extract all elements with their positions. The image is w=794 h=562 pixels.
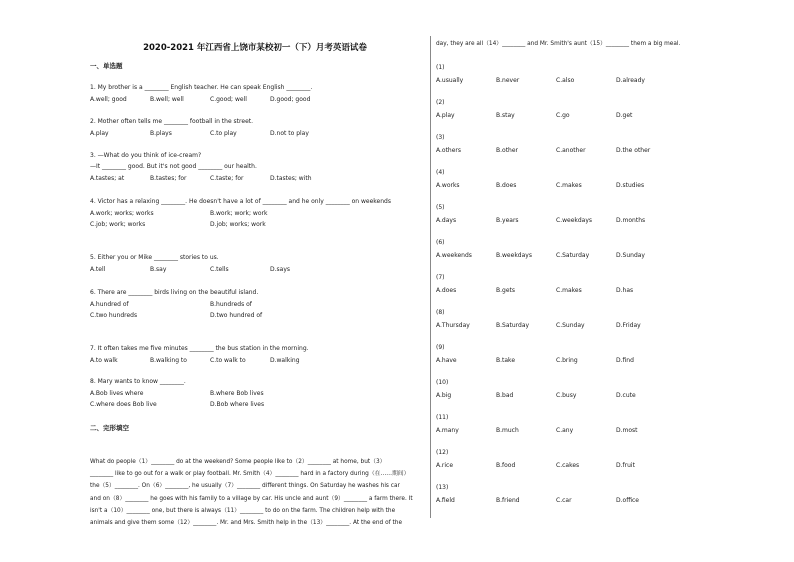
option-c[interactable]: C.also — [556, 77, 575, 84]
options-row — [436, 112, 766, 120]
option-d[interactable]: D.Bob where lives — [210, 401, 265, 408]
options-row — [436, 217, 766, 225]
passage-line: isn't a（10）________ one, but there is always（11）________ to do on the farm. The children help with the — [90, 507, 396, 514]
passage-line: ________ like to go out for a walk or play football. Mr. Smith（4）________ hard in a factory during（在……期间） — [90, 471, 410, 478]
options-row — [90, 96, 420, 104]
question-stem: 7. It often takes me five minutes ________ the bus station in the morning. — [90, 345, 309, 352]
option-a[interactable]: A.well; good — [90, 96, 127, 103]
cloze-item-13 — [436, 484, 766, 505]
item-number: (11) — [436, 414, 449, 421]
option-b[interactable]: B.walking to — [150, 357, 187, 364]
option-b[interactable]: B.much — [496, 427, 519, 434]
option-c[interactable]: C.Saturday — [556, 252, 590, 259]
option-d[interactable]: D.fruit — [616, 462, 635, 469]
option-d[interactable]: D.two hundred of — [210, 312, 263, 319]
options-row — [436, 427, 766, 435]
option-c[interactable]: C.any — [556, 427, 574, 434]
options-row — [90, 221, 420, 229]
option-b[interactable]: B.food — [496, 462, 516, 469]
option-c[interactable]: C.cakes — [556, 462, 580, 469]
option-a[interactable]: A.big — [436, 392, 452, 399]
section-single-choice: 一、单选题 — [90, 62, 123, 70]
option-d[interactable]: D.cute — [616, 392, 636, 399]
cloze-item-9 — [436, 344, 766, 365]
option-a[interactable]: A.have — [436, 357, 457, 364]
question-stem: 5. Either you or Mike ________ stories to us. — [90, 254, 219, 261]
option-a[interactable]: A.rice — [436, 462, 454, 469]
item-number: (8) — [436, 309, 445, 316]
options-row — [436, 252, 766, 260]
option-c[interactable]: C.bring — [556, 357, 578, 364]
cloze-item-3 — [436, 134, 766, 155]
option-b[interactable]: B.does — [496, 182, 517, 189]
item-number: (2) — [436, 99, 445, 106]
options-row — [90, 175, 420, 183]
option-c[interactable]: C.makes — [556, 287, 582, 294]
option-d[interactable]: D.already — [616, 77, 645, 84]
option-a[interactable]: A.days — [436, 217, 457, 224]
option-b[interactable]: B.bad — [496, 392, 514, 399]
question-3 — [90, 152, 420, 183]
options-row — [436, 392, 766, 400]
question-stem-line-2: —It ________ good. But it's not good ________ our health. — [90, 163, 257, 170]
option-c[interactable]: C.taste; for — [210, 175, 244, 182]
option-d[interactable]: D.Friday — [616, 322, 641, 329]
option-a[interactable]: A.many — [436, 427, 459, 434]
options-row — [90, 401, 420, 409]
question-8 — [90, 378, 420, 409]
option-d[interactable]: D.tastes; with — [270, 175, 312, 182]
option-d[interactable]: D.office — [616, 497, 639, 504]
passage-continuation: day, they are all（14）________ and Mr. Smith's aunt（15）________ them a big meal. — [436, 41, 681, 47]
option-b[interactable]: B.stay — [496, 112, 515, 119]
section-cloze: 二、完形填空 — [90, 424, 129, 432]
option-a[interactable]: A.hundred of — [90, 301, 129, 308]
option-b[interactable]: B.weekdays — [496, 252, 532, 259]
option-a[interactable]: A.field — [436, 497, 455, 504]
option-a[interactable]: A.usually — [436, 77, 464, 84]
question-stem: 6. There are ________ birds living on the beautiful island. — [90, 289, 259, 296]
passage-line: What do people（1）________ do at the weekend? Some people like to（2）________ at home, but（3） — [90, 459, 386, 465]
option-d[interactable]: D.get — [616, 112, 633, 119]
option-c[interactable]: C.good; well — [210, 96, 247, 103]
cloze-item-12 — [436, 449, 766, 470]
option-b[interactable]: B.never — [496, 77, 520, 84]
option-d[interactable]: D.good; good — [270, 96, 311, 103]
option-d[interactable]: D.says — [270, 266, 291, 273]
option-b[interactable]: B.friend — [496, 497, 520, 504]
options-row — [436, 287, 766, 295]
item-number: (7) — [436, 274, 445, 281]
option-c[interactable]: C.job; work; works — [90, 221, 146, 228]
option-d[interactable]: D.has — [616, 287, 634, 294]
option-d[interactable]: D.find — [616, 357, 634, 364]
question-stem: 8. Mary wants to know ________. — [90, 378, 186, 385]
question-stem: 3. —What do you think of ice-cream? — [90, 152, 202, 159]
option-b[interactable]: B.well; well — [150, 96, 184, 103]
option-a[interactable]: A.play — [90, 130, 109, 137]
passage-line: the（5）________. On（6）________, he usually（7）________ different things. On Saturday he washes his car — [90, 483, 400, 490]
option-b[interactable]: B.hundreds of — [210, 301, 252, 308]
cloze-item-4 — [436, 169, 766, 190]
option-d[interactable]: D.studies — [616, 182, 645, 189]
left-column — [90, 40, 420, 527]
option-a[interactable]: A.play — [436, 112, 455, 119]
item-number: (3) — [436, 134, 445, 141]
options-row — [436, 77, 766, 85]
cloze-item-5 — [436, 204, 766, 225]
question-5 — [90, 254, 420, 274]
option-c[interactable]: C.to play — [210, 130, 237, 137]
option-b[interactable]: B.say — [150, 266, 167, 273]
item-number: (1) — [436, 64, 445, 71]
options-row — [90, 390, 420, 398]
options-row — [90, 210, 420, 218]
item-number: (6) — [436, 239, 445, 246]
question-stem: 2. Mother often tells me ________ football in the street. — [90, 118, 254, 125]
option-b[interactable]: B.where Bob lives — [210, 390, 264, 397]
question-stem: 1. My brother is a ________ English teacher. He can speak English ________. — [90, 84, 313, 91]
question-7 — [90, 345, 420, 365]
option-a[interactable]: A.tell — [90, 266, 106, 273]
option-c[interactable]: C.where does Bob live — [90, 401, 157, 408]
option-b[interactable]: B.work; work; work — [210, 210, 268, 217]
item-number: (10) — [436, 379, 449, 386]
option-c[interactable]: C.car — [556, 497, 572, 504]
options-row — [436, 322, 766, 330]
option-a[interactable]: A.others — [436, 147, 462, 154]
option-d[interactable]: D.job; works; work — [210, 221, 266, 228]
options-row — [436, 497, 766, 505]
option-a[interactable]: A.does — [436, 287, 457, 294]
item-number: (13) — [436, 484, 449, 491]
cloze-item-10 — [436, 379, 766, 400]
options-row — [90, 312, 420, 320]
options-row — [90, 357, 420, 365]
option-d[interactable]: D.not to play — [270, 130, 309, 137]
option-c[interactable]: C.weekdays — [556, 217, 593, 224]
options-row — [436, 147, 766, 155]
option-c[interactable]: C.Sunday — [556, 322, 585, 329]
option-b[interactable]: B.plays — [150, 130, 172, 137]
cloze-item-6 — [436, 239, 766, 260]
question-1 — [90, 84, 420, 104]
option-a[interactable]: A.Bob lives where — [90, 390, 144, 397]
options-row — [90, 301, 420, 309]
question-6 — [90, 289, 420, 320]
question-4 — [90, 198, 420, 229]
item-number: (12) — [436, 449, 449, 456]
option-a[interactable]: A.to walk — [90, 357, 118, 364]
question-2 — [90, 118, 420, 138]
page-title: 2020-2021 年江西省上饶市某校初一（下）月考英语试卷 — [143, 43, 367, 53]
cloze-item-2 — [436, 99, 766, 120]
item-number: (9) — [436, 344, 445, 351]
option-c[interactable]: C.two hundreds — [90, 312, 138, 319]
option-d[interactable]: D.months — [616, 217, 646, 224]
option-b[interactable]: B.take — [496, 357, 516, 364]
cloze-item-7 — [436, 274, 766, 295]
options-row — [90, 130, 420, 138]
passage-line: and on（8）________ he goes with his family to a village by car. His uncle and aunt（9）________ a farm there. It — [90, 495, 413, 502]
option-d[interactable]: D.walking — [270, 357, 300, 364]
options-row — [436, 462, 766, 470]
option-c[interactable]: C.busy — [556, 392, 577, 399]
option-d[interactable]: D.the other — [616, 147, 651, 154]
question-stem: 4. Victor has a relaxing ________. He doesn't have a lot of ________ and he only ________ on weekends — [90, 198, 391, 205]
cloze-item-1 — [436, 64, 766, 85]
option-b[interactable]: B.other — [496, 147, 519, 154]
option-a[interactable]: A.work; works; works — [90, 210, 154, 217]
option-b[interactable]: B.Saturday — [496, 322, 530, 329]
passage-line: animals and give them some（12）________. Mr. and Mrs. Smith help in the（13）________. At the end of the — [90, 520, 403, 527]
option-b[interactable]: B.years — [496, 217, 519, 224]
option-c[interactable]: C.tells — [210, 266, 229, 273]
option-a[interactable]: A.works — [436, 182, 460, 189]
option-d[interactable]: D.most — [616, 427, 638, 434]
options-row — [90, 266, 420, 274]
options-row — [436, 357, 766, 365]
item-number: (4) — [436, 169, 445, 176]
option-b[interactable]: B.gets — [496, 287, 516, 294]
option-c[interactable]: C.makes — [556, 182, 582, 189]
option-c[interactable]: C.go — [556, 112, 570, 119]
cloze-item-8 — [436, 309, 766, 330]
cloze-passage — [90, 456, 420, 529]
item-number: (5) — [436, 204, 445, 211]
option-c[interactable]: C.to walk to — [210, 357, 246, 364]
option-d[interactable]: D.Sunday — [616, 252, 645, 259]
option-a[interactable]: A.tastes; at — [90, 175, 125, 182]
cloze-item-11 — [436, 414, 766, 435]
option-a[interactable]: A.weekends — [436, 252, 472, 259]
column-divider — [430, 36, 431, 518]
option-c[interactable]: C.another — [556, 147, 586, 154]
option-a[interactable]: A.Thursday — [436, 322, 470, 329]
option-b[interactable]: B.tastes; for — [150, 175, 187, 182]
options-row — [436, 182, 766, 190]
